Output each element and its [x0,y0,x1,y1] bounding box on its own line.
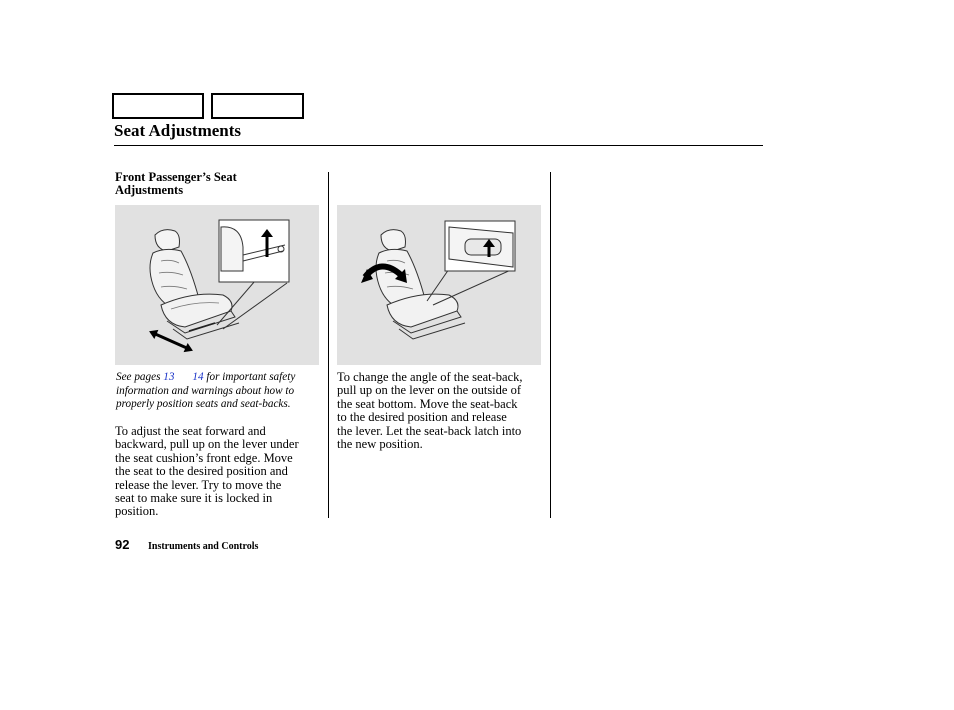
paragraph-line: seat to make sure it is locked in [115,491,273,506]
seat-slide-instructions [115,425,325,519]
paragraph-line: to the desired position and release [337,410,507,425]
column-divider-2 [550,172,551,518]
page-title: Seat Adjustments [114,121,242,140]
seat-slide-illustration [115,205,319,365]
safety-note-line-1-rest: for important safety [203,371,296,383]
paragraph-line: the seat to the desired position and [115,464,288,479]
paragraph-line: the seat bottom. Move the seat-back [337,396,518,411]
seat-back-recline-illustration [337,205,541,365]
page-13-link[interactable]: 13 [163,371,175,383]
page-number: 92 [115,537,130,552]
section-heading-line-1: Front Passenger’s Seat [115,170,237,184]
paragraph-line: release the lever. Try to move the [115,477,282,492]
paragraph-line: the seat cushion’s front edge. Move [115,450,293,465]
paragraph-line: backward, pull up on the lever under [115,437,299,452]
paragraph-line: position. [115,504,159,519]
paragraph-line: the new position. [337,437,423,452]
footer-section-title: Instruments and Controls [148,541,259,552]
nav-tab-2[interactable] [211,93,304,119]
safety-note-prefix: See pages [116,371,164,383]
seat-slide-drawing [115,205,319,365]
paragraph-line: pull up on the lever on the outside of [337,383,521,398]
paragraph-line: the lever. Let the seat-back latch into [337,423,522,438]
column-divider-1 [328,172,329,518]
page-14-link[interactable]: 14 [192,371,204,383]
paragraph-line: To adjust the seat forward and [115,424,266,438]
safety-note-line-3: properly position seats and seat-backs. [116,398,291,410]
seat-recline-drawing [337,205,541,365]
section-heading-line-2: Adjustments [115,183,184,197]
seat-back-instructions [337,371,547,451]
nav-tab-1[interactable] [112,93,204,119]
title-divider [114,145,763,146]
safety-note [116,371,326,412]
paragraph-line: To change the angle of the seat-back, [337,370,523,384]
section-heading [115,171,320,197]
safety-note-line-1 [116,371,326,385]
safety-note-line-2: information and warnings about how to [116,384,295,397]
